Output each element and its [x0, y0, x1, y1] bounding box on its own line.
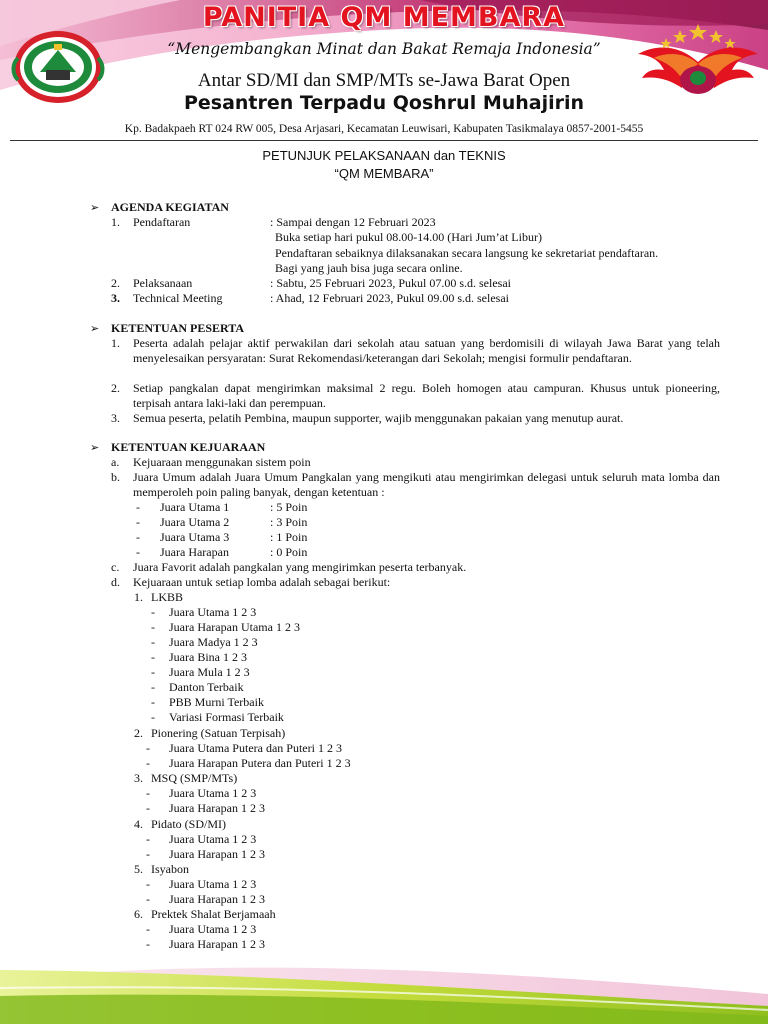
list-letter: a. [111, 455, 120, 469]
lomba-name: Pidato (SD/MI) [151, 817, 226, 831]
list-number: 3. [111, 291, 120, 305]
agenda-value: Buka setiap hari pukul 08.00-14.00 (Hari Jum’at Libur) [275, 230, 542, 244]
document-subtitle: “QM MEMBARA” [334, 166, 434, 181]
point-value: : 1 Poin [270, 530, 308, 544]
bullet-dash: - [146, 937, 150, 951]
bullet-dash: - [146, 847, 150, 861]
award-item: Juara Harapan 1 2 3 [169, 937, 265, 951]
lomba-number: 2. [134, 726, 143, 740]
kejuaraan-rule: Kejuaraan untuk setiap lomba adalah sebagai berikut: [133, 575, 391, 589]
peserta-rule: Peserta adalah pelajar aktif perwakilan dari sekolah atau satuan yang berdomisili di wilayah Jawa Barat yang telah menyelesaikan persyaratan: Surat Rekomendasi/keterangan dari Sekolah; mengisi formulir pendaftaran. [133, 336, 720, 365]
section-heading-kejuaraan: KETENTUAN KEJUARAAN [111, 440, 266, 454]
lomba-name: MSQ (SMP/MTs) [151, 771, 238, 785]
section-arrow-icon: ➢ [90, 202, 100, 214]
award-item: Juara Madya 1 2 3 [169, 635, 258, 649]
bullet-dash: - [151, 680, 155, 694]
peserta-rule: Setiap pangkalan dapat mengirimkan maksimal 2 regu. Boleh homogen atau campuran. Khusus untuk pioneering, terpisah antara laki-laki dan perempuan. [133, 381, 720, 410]
point-value: : 3 Poin [270, 515, 308, 529]
point-value: : 0 Poin [270, 545, 308, 559]
bullet-dash: - [151, 620, 155, 634]
award-item: Juara Harapan 1 2 3 [169, 847, 265, 861]
lomba-number: 5. [134, 862, 143, 876]
bullet-dash: - [151, 695, 155, 709]
event-subtitle: Antar SD/MI dan SMP/MTs se-Jawa Barat Open [197, 70, 571, 91]
list-letter: c. [111, 560, 120, 574]
agenda-value: Pendaftaran sebaiknya dilaksanakan secara langsung ke sekretariat pendaftaran. [275, 246, 659, 260]
award-item: Juara Utama 1 2 3 [169, 877, 257, 891]
award-item: Juara Utama 1 2 3 [169, 922, 257, 936]
award-item: PBB Murni Terbaik [169, 695, 264, 709]
kejuaraan-rule: Kejuaraan menggunakan sistem poin [133, 455, 311, 469]
bullet-dash: - [146, 922, 150, 936]
award-item: Danton Terbaik [169, 680, 244, 694]
bullet-dash: - [146, 786, 150, 800]
list-number: 3. [111, 411, 120, 425]
document-title: PETUNJUK PELAKSANAAN dan TEKNIS [262, 148, 506, 163]
bullet-dash: - [151, 635, 155, 649]
institution-name: Pesantren Terpadu Qoshrul Muhajirin [183, 92, 585, 114]
lomba-name: Isyabon [151, 862, 189, 876]
bullet-dash: - [151, 710, 155, 724]
agenda-value: Bagi yang jauh bisa juga secara online. [275, 261, 463, 275]
lomba-name: LKBB [151, 590, 184, 604]
section-heading-agenda: AGENDA KEGIATAN [111, 200, 229, 214]
point-label: Juara Utama 1 [160, 500, 230, 514]
award-item: Variasi Formasi Terbaik [169, 710, 284, 724]
award-item: Juara Utama 1 2 3 [169, 832, 257, 846]
bullet-dash: - [146, 801, 150, 815]
lomba-name: Prektek Shalat Berjamaah [151, 907, 276, 921]
bullet-dash: - [136, 545, 140, 559]
bullet-dash: - [151, 605, 155, 619]
bullet-dash: - [146, 741, 150, 755]
kejuaraan-rule: Juara Favorit adalah pangkalan yang mengirimkan peserta terbanyak. [133, 560, 467, 574]
agenda-label: Pendaftaran [133, 215, 191, 229]
award-item: Juara Utama 1 2 3 [169, 786, 257, 800]
award-item: Juara Utama Putera dan Puteri 1 2 3 [169, 741, 342, 755]
list-letter: b. [111, 470, 120, 484]
award-item: Juara Harapan 1 2 3 [169, 892, 265, 906]
bullet-dash: - [151, 650, 155, 664]
point-label: Juara Utama 3 [160, 530, 230, 544]
list-number: 1. [111, 336, 120, 350]
list-number: 2. [111, 276, 120, 290]
address-line: Kp. Badakpaeh RT 024 RW 005, Desa Arjasari, Kecamatan Leuwisari, Kabupaten Tasikmalaya 0857-2001-5455 [124, 123, 644, 135]
point-label: Juara Utama 2 [160, 515, 230, 529]
lomba-number: 3. [134, 771, 143, 785]
bullet-dash: - [136, 500, 140, 514]
agenda-value: : Sampai dengan 12 Februari 2023 [270, 215, 436, 229]
section-arrow-icon: ➢ [90, 323, 100, 335]
lomba-number: 1. [134, 590, 143, 604]
tagline: “Mengembangkan Minat dan Bakat Remaja Indonesia” [167, 40, 601, 58]
section-heading-peserta: KETENTUAN PESERTA [111, 321, 245, 335]
bullet-dash: - [146, 877, 150, 891]
bullet-dash: - [146, 832, 150, 846]
award-item: Juara Harapan 1 2 3 [169, 801, 265, 815]
lomba-number: 4. [134, 817, 143, 831]
point-label: Juara Harapan [160, 545, 229, 559]
list-number: 1. [111, 215, 120, 229]
agenda-label: Technical Meeting [133, 291, 223, 305]
agenda-value: : Ahad, 12 Februari 2023, Pukul 09.00 s.d. selesai [270, 291, 509, 305]
award-item: Juara Harapan Putera dan Puteri 1 2 3 [169, 756, 351, 770]
kejuaraan-rule: Juara Umum adalah Juara Umum Pangkalan yang mengikuti atau mengirimkan delegasi untuk seluruh mata lomba dan memperoleh poin paling banyak, dengan ketentuan : [133, 470, 720, 499]
bullet-dash: - [151, 665, 155, 679]
agenda-value: : Sabtu, 25 Februari 2023, Pukul 07.00 s.d. selesai [270, 276, 511, 290]
list-number: 2. [111, 381, 120, 395]
organizer-title: PANITIA QM MEMBARA [202, 2, 566, 33]
lomba-number: 6. [134, 907, 143, 921]
list-letter: d. [111, 575, 120, 589]
point-value: : 5 Poin [270, 500, 308, 514]
peserta-rule: Semua peserta, pelatih Pembina, maupun supporter, wajib menggunakan pakaian yang menutup aurat. [133, 411, 624, 425]
section-arrow-icon: ➢ [90, 442, 100, 454]
bullet-dash: - [146, 756, 150, 770]
bullet-dash: - [136, 530, 140, 544]
award-item: Juara Mula 1 2 3 [169, 665, 250, 679]
bullet-dash: - [136, 515, 140, 529]
footer-wave-decoration [0, 950, 768, 1024]
agenda-label: Pelaksanaan [133, 276, 193, 290]
award-item: Juara Utama 1 2 3 [169, 605, 257, 619]
award-item: Juara Bina 1 2 3 [169, 650, 247, 664]
bullet-dash: - [146, 892, 150, 906]
lomba-name: Pionering (Satuan Terpisah) [151, 726, 286, 740]
award-item: Juara Harapan Utama 1 2 3 [169, 620, 300, 634]
